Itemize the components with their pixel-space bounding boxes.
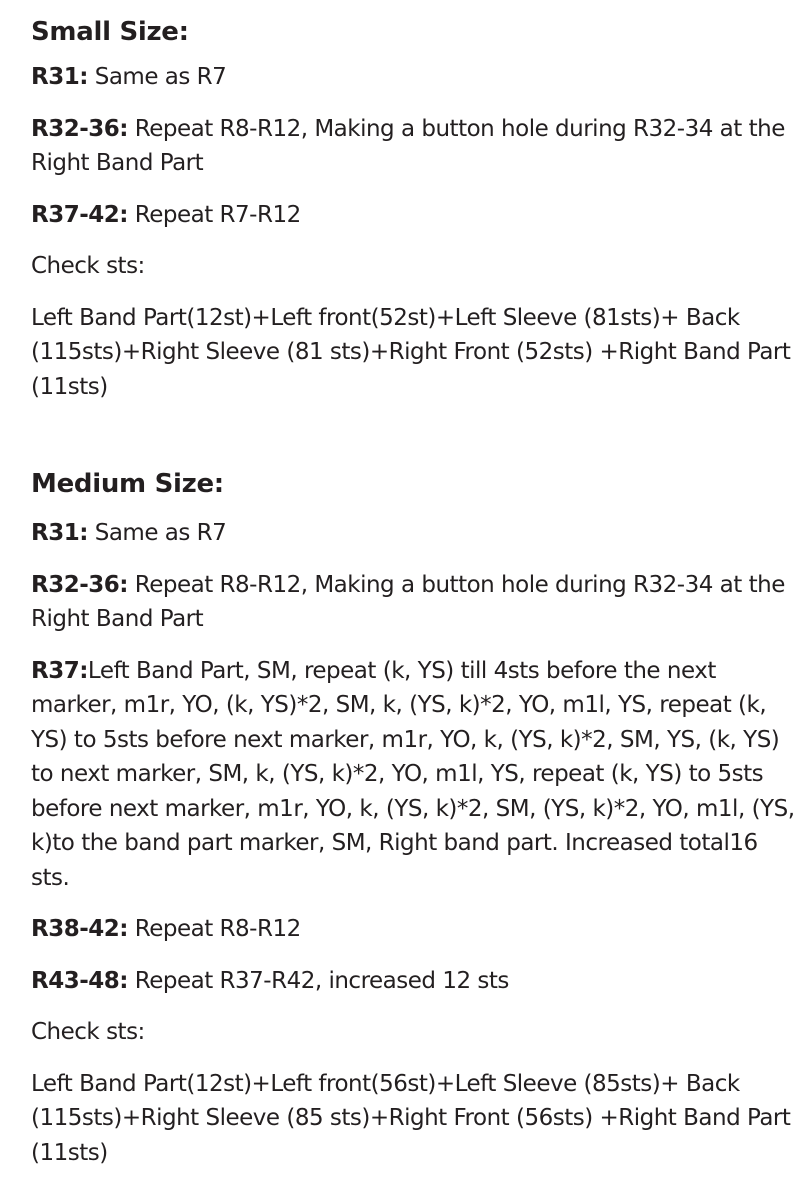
row-label: R37: (31, 657, 88, 684)
section-heading: Medium Size: (31, 469, 224, 499)
row-text: Left Band Part, SM, repeat (k, YS) till 4sts before the next marker, m1r, YO, (k, YS)*2, SM, k, (YS, k)*2, YO, m1l, YS, repeat (k, YS) to 5sts before next marker, m1r, YO, k, (YS, k)*2, SM, YS, (k, YS) to next marker, SM, k, (YS, k)*2, YO, m1l, YS, repeat (k, YS) to 5sts before next marker, m1r, YO, k, (YS, k)*2, SM, (YS, k)*2, YO, m1l, (YS, k)to the band part marker, SM, Right band part. Increased total16 sts. (31, 657, 795, 891)
row-label: R32-36: (31, 571, 128, 598)
row-instruction (31, 912, 801, 947)
medium-size-section (31, 466, 801, 1170)
row-instruction (31, 516, 801, 551)
row-instruction (31, 964, 801, 999)
row-label: R37-42: (31, 201, 128, 228)
row-instruction (31, 654, 801, 896)
pattern-page (31, 14, 801, 1166)
row-label: R32-36: (31, 115, 128, 142)
row-instruction (31, 198, 801, 233)
row-instruction (31, 60, 801, 95)
row-text: Same as R7 (87, 64, 227, 90)
row-text: Repeat R8-R12, Making a button hole during R32-34 at the Right Band Part (31, 115, 785, 176)
row-label: R38-42: (31, 916, 128, 942)
row-text: Repeat R37-R42, increased 12 sts (127, 967, 509, 994)
small-size-section (31, 14, 801, 404)
section-heading: Small Size: (31, 17, 189, 47)
stitch-count (31, 301, 801, 405)
row-label: R43-48: (31, 967, 128, 994)
row-text: Left Band Part(12st)+Left front(52st)+Left Sleeve (81sts)+ Back (115sts)+Right Sleeve (81 sts)+Right Front (52sts) +Right Band Part (11sts) (31, 304, 791, 400)
row-instruction (31, 568, 801, 637)
row-text: Repeat R8-R12 (127, 916, 301, 942)
row-text: Repeat R8-R12, Making a button hole during R32-34 at the Right Band Part (31, 571, 785, 632)
row-text: Repeat R7-R12 (127, 201, 301, 228)
row-text: Check sts: (31, 1019, 145, 1045)
row-text: Left Band Part(12st)+Left front(56st)+Left Sleeve (85sts)+ Back (115sts)+Right Sleeve (85 sts)+Right Front (56sts) +Right Band Part (11sts) (31, 1070, 791, 1166)
row-text: Check sts: (31, 253, 145, 279)
check-sts-label (31, 249, 801, 284)
row-text: Same as R7 (87, 520, 227, 546)
check-sts-label (31, 1015, 801, 1050)
row-label: R31: (31, 520, 88, 546)
stitch-count (31, 1067, 801, 1171)
row-instruction (31, 112, 801, 181)
row-label: R31: (31, 64, 88, 90)
